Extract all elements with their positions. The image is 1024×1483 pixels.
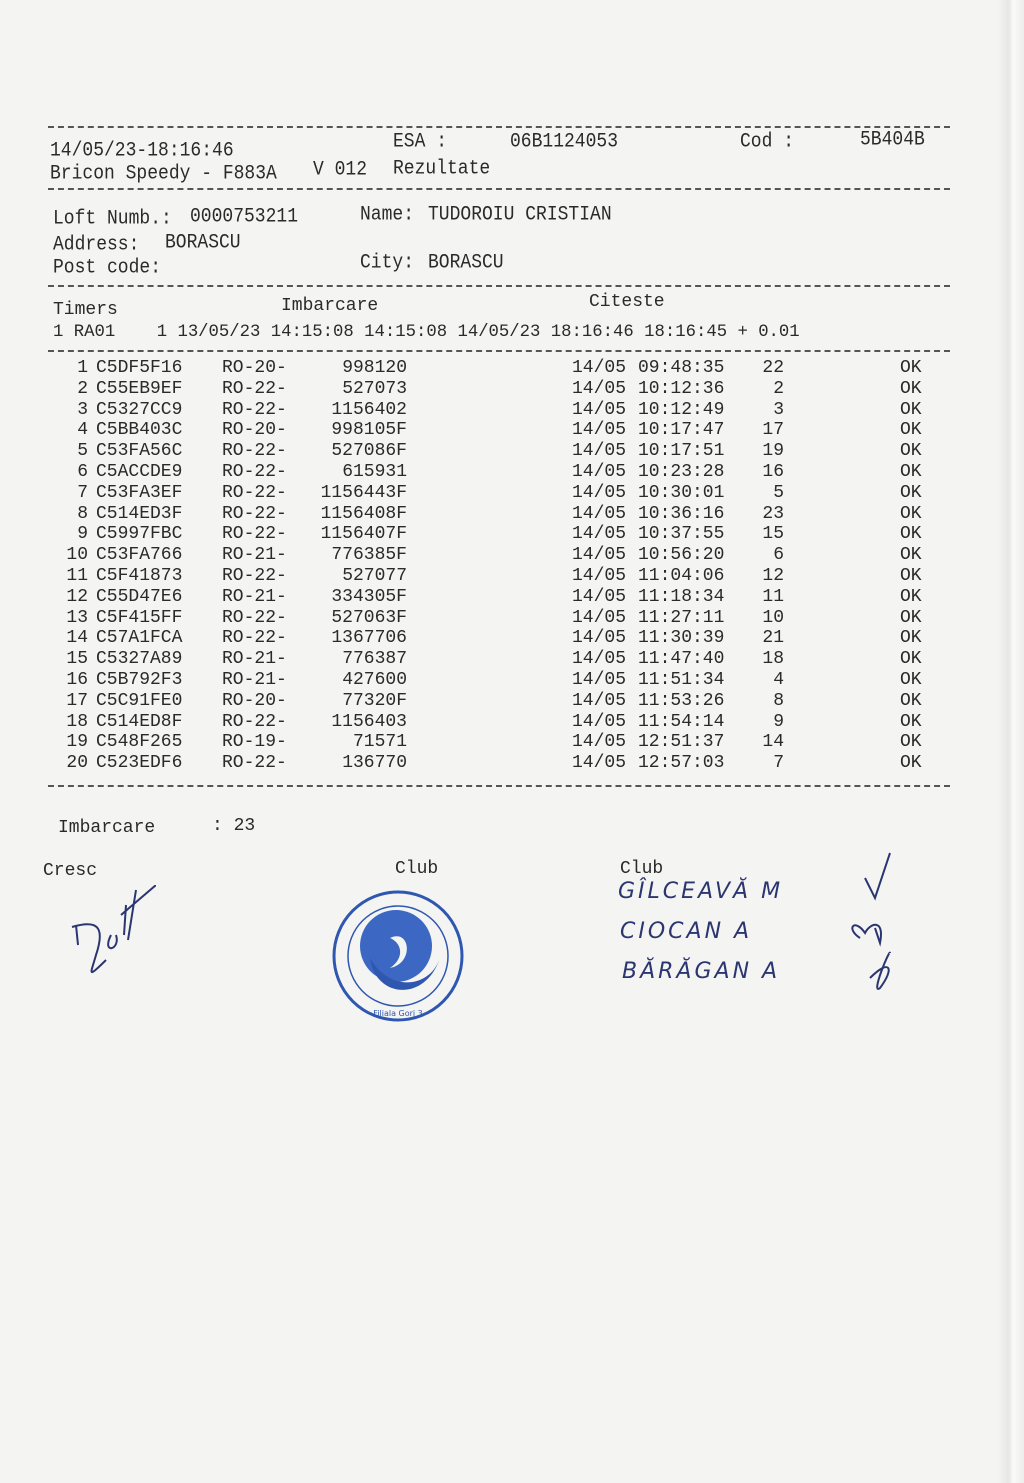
loft-value: 0000753211 [190,206,299,229]
chip-id: C5F41873 [96,566,183,586]
status: OK [900,753,922,774]
row-number: 4 [77,420,88,441]
ring-prefix: RO-22- [222,566,287,586]
ring-number: 334305F [331,586,407,607]
status: OK [900,732,922,753]
arrival-date: 14/05 [572,586,627,607]
arrival-date: 14/05 [572,607,627,628]
ring-prefix: RO-21- [222,545,287,566]
ring-prefix: RO-22- [222,399,287,420]
status: OK [900,670,922,690]
chip-id: C55D47E6 [96,586,183,607]
arrival-order: 18 [762,649,784,670]
row-number: 20 [66,753,88,774]
row-number: 13 [66,607,88,628]
version: V 012 [313,159,368,182]
club-member-1: GÎLCEAVĂ M [618,879,784,904]
timers-label: Timers [53,300,118,320]
ring-prefix: RO-20- [222,358,287,378]
status: OK [900,545,922,566]
status: OK [900,628,922,649]
chip-id: C53FA3EF [96,482,183,503]
crescator-label: Cresc [43,861,98,881]
ring-number: 527086F [331,441,407,462]
status: OK [900,649,922,670]
arrival-time: 09:48:35 [638,358,725,378]
esa-value: 06B1124053 [510,131,619,154]
report-title: Rezultate [393,158,491,181]
arrival-order: 11 [762,586,784,607]
ring-number: 136770 [342,753,407,774]
arrival-date: 14/05 [572,753,627,774]
divider [48,785,950,787]
svg-text:Filiala Gorj 3: Filiala Gorj 3 [373,1009,423,1018]
citeste-header: Citeste [589,292,665,312]
arrival-time: 10:56:20 [638,545,725,566]
chip-id: C5327CC9 [96,399,183,420]
arrival-order: 3 [773,399,784,420]
ring-prefix: RO-21- [222,670,287,690]
status: OK [900,441,922,462]
arrival-time: 11:47:40 [638,649,725,670]
paper-edge [998,0,1024,1483]
chip-id: C5F415FF [96,607,183,628]
arrival-order: 15 [762,524,784,545]
arrival-order: 21 [762,628,784,649]
arrival-time: 11:54:14 [638,711,725,732]
arrival-order: 17 [762,420,784,441]
row-number: 12 [66,586,88,607]
arrival-order: 6 [773,545,784,566]
chip-id: C57A1FCA [96,628,183,649]
arrival-date: 14/05 [572,462,627,482]
device-name: Bricon Speedy - F883A [50,163,277,186]
club-member-2: CIOCAN A [620,919,753,944]
row-number: 17 [66,690,88,711]
ring-number: 776387 [342,649,407,670]
imbarcare-total-label: Imbarcare [58,818,156,838]
breeder-signature [66,885,156,985]
divider [48,350,950,352]
status: OK [900,358,922,378]
status: OK [900,524,922,545]
row-number: 7 [77,482,88,503]
ring-prefix: RO-22- [222,441,287,462]
ring-prefix: RO-22- [222,482,287,503]
arrival-order: 10 [762,607,784,628]
ring-prefix: RO-22- [222,628,287,649]
row-number: 18 [66,711,88,732]
ring-prefix: RO-22- [222,524,287,545]
arrival-time: 10:12:49 [638,399,725,420]
arrival-order: 9 [773,711,784,732]
chip-id: C5BB403C [96,420,183,441]
ring-number: 1156403 [331,711,407,732]
arrival-order: 8 [773,690,784,711]
arrival-time: 10:37:55 [638,524,725,545]
club-label-2: Club [620,859,664,879]
arrival-time: 12:51:37 [638,732,725,753]
status: OK [900,378,922,399]
cod-value: 5B404B [860,129,925,152]
address-value: BORASCU [165,232,241,255]
arrival-time: 10:17:47 [638,420,725,441]
arrival-date: 14/05 [572,358,627,378]
arrival-order: 12 [762,566,784,586]
status: OK [900,420,922,441]
ring-number: 615931 [342,462,407,482]
arrival-date: 14/05 [572,545,627,566]
chip-id: C55EB9EF [96,378,183,399]
report-datetime: 14/05/23-18:16:46 [50,140,234,163]
arrival-order: 5 [773,482,784,503]
ring-number: 427600 [342,670,407,690]
divider [48,285,950,287]
arrival-order: 19 [762,441,784,462]
ring-number: 1156402 [331,399,407,420]
arrival-time: 11:27:11 [638,607,725,628]
arrival-time: 10:17:51 [638,441,725,462]
chip-id: C5327A89 [96,649,183,670]
ring-prefix: RO-21- [222,586,287,607]
esa-label: ESA : [393,131,448,154]
arrival-time: 10:36:16 [638,503,725,524]
chip-id: C5B792F3 [96,670,183,690]
arrival-order: 16 [762,462,784,482]
status: OK [900,503,922,524]
row-number: 9 [77,524,88,545]
arrival-time: 11:18:34 [638,586,725,607]
arrival-order: 23 [762,503,784,524]
row-number: 8 [77,503,88,524]
arrival-date: 14/05 [572,649,627,670]
imbarcare-header: Imbarcare [281,296,379,316]
chip-id: C514ED3F [96,503,183,524]
chip-id: C53FA56C [96,441,183,462]
chip-id: C5DF5F16 [96,358,183,378]
row-number: 15 [66,649,88,670]
arrival-date: 14/05 [572,420,627,441]
imbarcare-total-value: : 23 [212,816,256,836]
row-number: 3 [77,399,88,420]
status: OK [900,462,922,482]
arrival-time: 10:12:36 [638,378,725,399]
arrival-time: 11:04:06 [638,566,725,586]
timer-line: 1 RA01 1 13/05/23 14:15:08 14:15:08 14/05/23 18:16:46 18:16:45 + 0.01 [53,323,800,342]
arrival-date: 14/05 [572,378,627,399]
postcode-label: Post code: [53,257,162,280]
row-number: 1 [77,358,88,378]
ring-prefix: RO-22- [222,378,287,399]
name-label: Name: [360,204,415,227]
chip-id: C5C91FE0 [96,690,183,711]
arrival-date: 14/05 [572,482,627,503]
city-label: City: [360,252,415,275]
arrival-order: 7 [773,753,784,774]
arrival-date: 14/05 [572,441,627,462]
city-value: BORASCU [428,252,504,275]
row-number: 6 [77,462,88,482]
ring-number: 1367706 [331,628,407,649]
ring-number: 1156408F [320,503,407,524]
loft-label: Loft Numb.: [53,208,172,231]
arrival-order: 2 [773,378,784,399]
arrival-date: 14/05 [572,711,627,732]
ring-prefix: RO-20- [222,420,287,441]
ring-number: 998120 [342,358,407,378]
arrival-date: 14/05 [572,732,627,753]
row-number: 2 [77,378,88,399]
divider [48,126,950,128]
arrival-time: 11:30:39 [638,628,725,649]
arrival-date: 14/05 [572,628,627,649]
ring-prefix: RO-21- [222,649,287,670]
row-number: 16 [66,670,88,690]
club-stamp-logo [330,888,466,1024]
arrival-order: 4 [773,670,784,690]
ring-number: 776385F [331,545,407,566]
status: OK [900,607,922,628]
status: OK [900,711,922,732]
arrival-time: 11:53:26 [638,690,725,711]
chip-id: C53FA766 [96,545,183,566]
club-member-3: BĂRĂGAN A [622,959,781,984]
address-label: Address: [53,234,140,257]
cod-label: Cod : [740,131,795,154]
row-number: 10 [66,545,88,566]
chip-id: C5ACCDE9 [96,462,183,482]
chip-id: C523EDF6 [96,753,183,774]
arrival-date: 14/05 [572,670,627,690]
ring-number: 1156443F [320,482,407,503]
chip-id: C548F265 [96,732,183,753]
status: OK [900,690,922,711]
club-signatures [830,848,910,998]
row-number: 14 [66,628,88,649]
ring-number: 1156407F [320,524,407,545]
ring-prefix: RO-22- [222,711,287,732]
ring-prefix: RO-20- [222,690,287,711]
ring-prefix: RO-19- [222,732,287,753]
arrival-time: 11:51:34 [638,670,725,690]
chip-id: C5997FBC [96,524,183,545]
status: OK [900,482,922,503]
status: OK [900,566,922,586]
club-label: Club [395,859,439,879]
arrival-order: 22 [762,358,784,378]
arrival-date: 14/05 [572,524,627,545]
arrival-date: 14/05 [572,566,627,586]
chip-id: C514ED8F [96,711,183,732]
ring-number: 998105F [331,420,407,441]
row-number: 19 [66,732,88,753]
ring-number: 527063F [331,607,407,628]
row-number: 11 [66,566,88,586]
status: OK [900,586,922,607]
arrival-date: 14/05 [572,690,627,711]
divider [48,188,950,190]
ring-number: 71571 [352,732,407,753]
ring-number: 77320F [342,690,407,711]
status: OK [900,399,922,420]
arrival-order: 14 [762,732,784,753]
ring-number: 527073 [342,378,407,399]
arrival-time: 10:23:28 [638,462,725,482]
arrival-date: 14/05 [572,399,627,420]
ring-prefix: RO-22- [222,462,287,482]
ring-number: 527077 [342,566,407,586]
arrival-time: 12:57:03 [638,753,725,774]
ring-prefix: RO-22- [222,503,287,524]
name-value: TUDOROIU CRISTIAN [428,204,612,227]
arrival-time: 10:30:01 [638,482,725,503]
ring-prefix: RO-22- [222,607,287,628]
arrival-date: 14/05 [572,503,627,524]
row-number: 5 [77,441,88,462]
ring-prefix: RO-22- [222,753,287,774]
